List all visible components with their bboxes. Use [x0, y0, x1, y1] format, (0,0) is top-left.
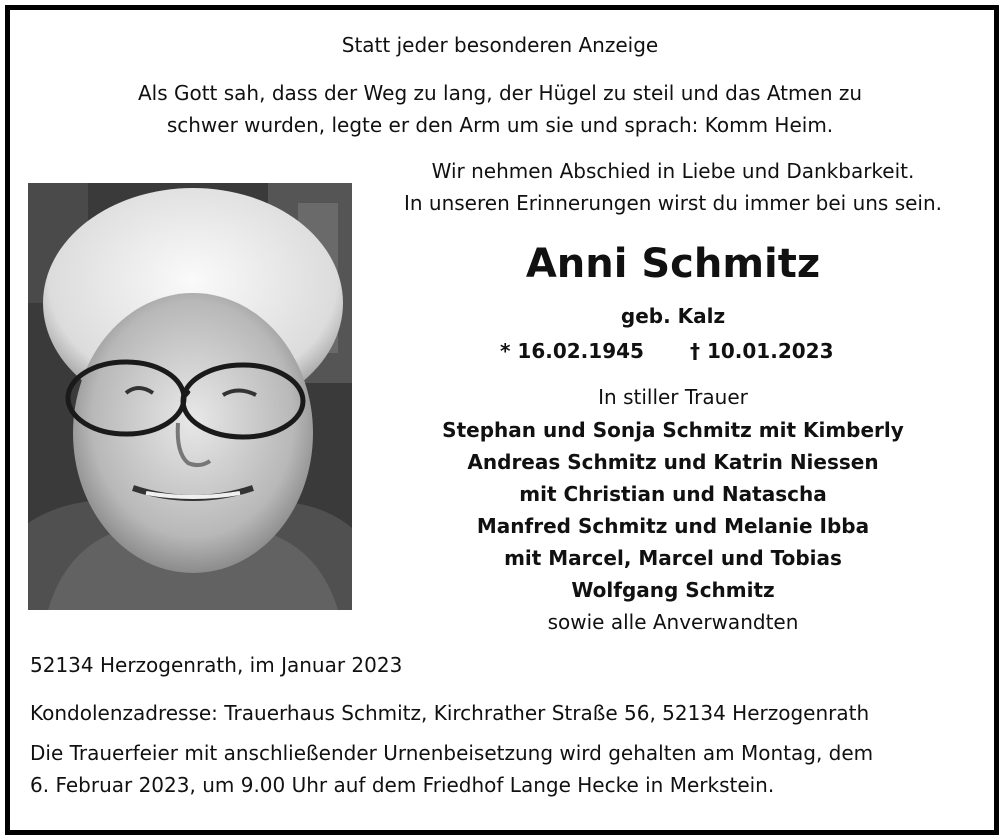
place-date: 52134 Herzogenrath, im Januar 2023	[30, 653, 403, 677]
deceased-name: Anni Schmitz	[525, 241, 821, 287]
birth-name: geb. Kalz	[620, 304, 726, 328]
portrait-photo	[28, 183, 352, 610]
death-date: † 10.01.2023	[690, 339, 834, 363]
mourners-outro: sowie alle Anverwandten	[547, 610, 799, 634]
birth-date: * 16.02.1945	[500, 339, 644, 363]
mourner-line-2: Andreas Schmitz und Katrin Niessen	[467, 450, 879, 474]
ceremony-line-1: Die Trauerfeier mit anschließender Urnenbeisetzung wird gehalten am Montag, dem	[30, 741, 874, 765]
mourners-intro: In stiller Trauer	[598, 385, 748, 409]
poem-line-2: schwer wurden, legte er den Arm um sie und sprach: Komm Heim.	[166, 113, 834, 137]
poem-line-1: Als Gott sah, dass der Weg zu lang, der Hügel zu steil und das Atmen zu	[137, 81, 863, 105]
mourner-line-6: Wolfgang Schmitz	[571, 578, 775, 602]
mourner-line-4: Manfred Schmitz und Melanie Ibba	[476, 514, 870, 538]
condolence-address: Kondolenzadresse: Trauerhaus Schmitz, Kirchrather Straße 56, 52134 Herzogenrath	[30, 701, 870, 725]
mourner-line-5: mit Marcel, Marcel und Tobias	[504, 546, 842, 570]
intro-text: Statt jeder besonderen Anzeige	[341, 33, 659, 57]
mourner-line-3: mit Christian und Natascha	[519, 482, 827, 506]
farewell-line-1: Wir nehmen Abschied in Liebe und Dankbarkeit.	[431, 159, 915, 183]
farewell-line-2: In unseren Erinnerungen wirst du immer bei uns sein.	[403, 191, 943, 215]
mourner-line-1: Stephan und Sonja Schmitz mit Kimberly	[442, 418, 904, 442]
ceremony-line-2: 6. Februar 2023, um 9.00 Uhr auf dem Friedhof Lange Hecke in Merkstein.	[30, 773, 775, 797]
